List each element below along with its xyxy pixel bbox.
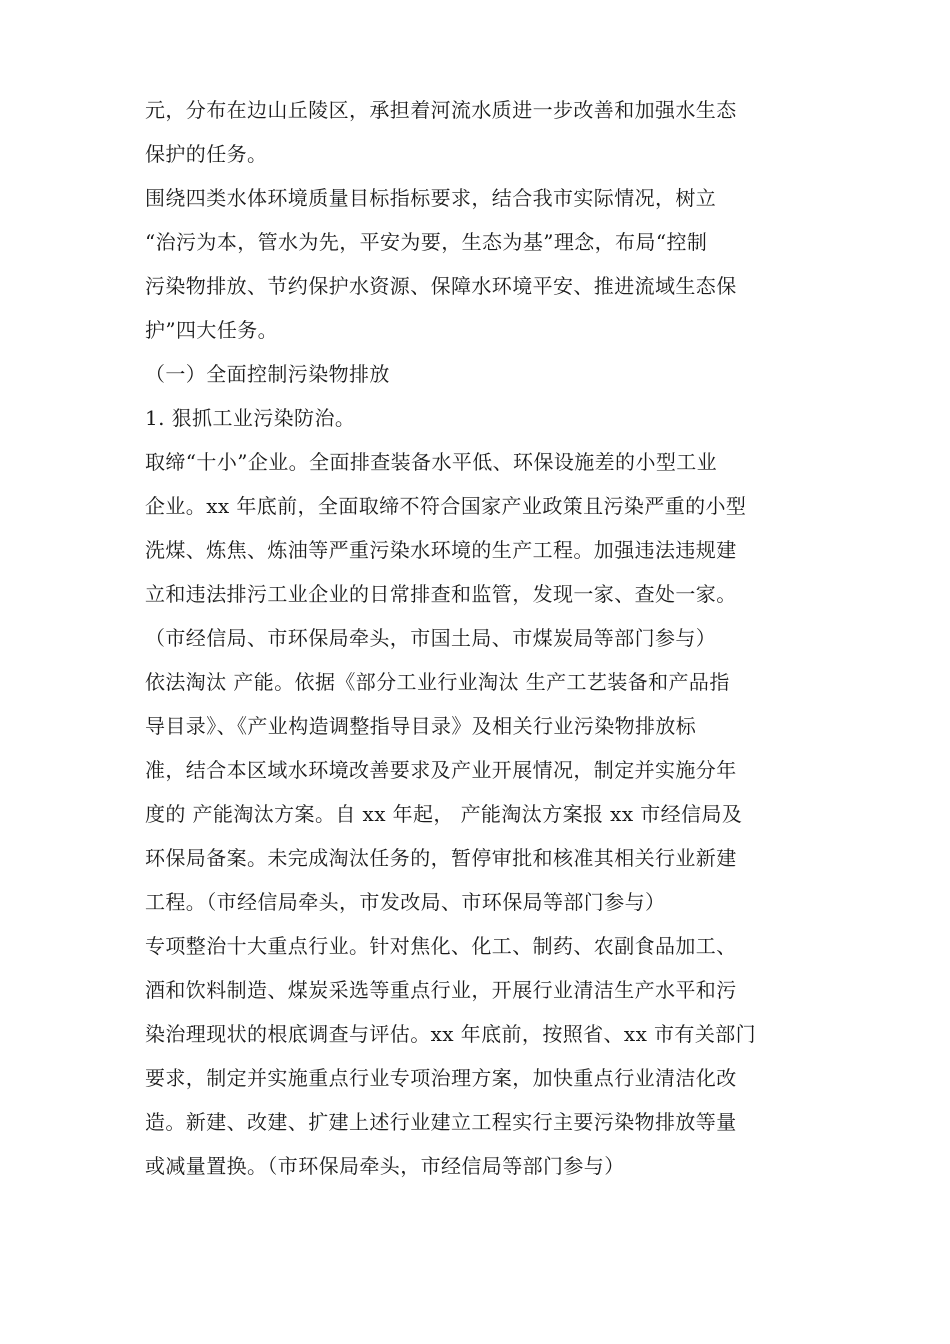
- text-line: 染治理现状的根底调查与评估。xx 年底前，按照省、xx 市有关部门: [145, 1022, 757, 1046]
- text-line: 度的 产能淘汰方案。自 xx 年起， 产能淘汰方案报 xx 市经信局及: [145, 802, 743, 826]
- text-line: （市经信局、市环保局牵头，市国土局、市煤炭局等部门参与）: [145, 626, 717, 650]
- subsection-heading: 1. 狠抓工业污染防治。: [145, 406, 356, 430]
- text-line: 专项整治十大重点行业。针对焦化、化工、制药、农副食品加工、: [145, 934, 737, 958]
- section-heading: （一）全面控制污染物排放: [145, 362, 390, 386]
- text-line: 立和违法排污工业企业的日常排查和监管，发现一家、查处一家。: [145, 582, 737, 606]
- text-line: 酒和饮料制造、煤炭采选等重点行业，开展行业清洁生产水平和污: [145, 978, 737, 1002]
- text-line: 企业。xx 年底前，全面取缔不符合国家产业政策且污染严重的小型: [145, 494, 747, 518]
- document-body: [145, 88, 805, 1188]
- text-line: 洗煤、炼焦、炼油等严重污染水环境的生产工程。加强违法违规建: [145, 538, 737, 562]
- text-line: 依法淘汰 产能。依据《部分工业行业淘汰 生产工艺装备和产品指: [145, 670, 730, 694]
- text-line: 保护的任务。: [145, 142, 268, 166]
- text-line: 取缔“十小”企业。全面排查装备水平低、环保设施差的小型工业: [145, 450, 718, 474]
- text-line: 工程。（市经信局牵头，市发改局、市环保局等部门参与）: [145, 890, 666, 914]
- text-line: 污染物排放、节约保护水资源、保障水环境平安、推进流域生态保: [145, 274, 737, 298]
- text-line: 要求，制定并实施重点行业专项治理方案，加快重点行业清洁化改: [145, 1066, 737, 1090]
- text-line: 或减量置换。（市环保局牵头，市经信局等部门参与）: [145, 1154, 625, 1178]
- text-line: 准，结合本区域水环境改善要求及产业开展情况，制定并实施分年: [145, 758, 737, 782]
- text-line: “治污为本，管水为先，平安为要，生态为基”理念，布局“控制: [145, 230, 708, 254]
- text-line: 导目录》、《产业构造调整指导目录》及相关行业污染物排放标: [145, 714, 697, 738]
- text-line: 造。新建、改建、扩建上述行业建立工程实行主要污染物排放等量: [145, 1110, 737, 1134]
- text-line: 围绕四类水体环境质量目标指标要求，结合我市实际情况，树立: [145, 186, 717, 210]
- text-line: 环保局备案。未完成淘汰任务的，暂停审批和核准其相关行业新建: [145, 846, 737, 870]
- text-line: 元，分布在边山丘陵区，承担着河流水质进一步改善和加强水生态: [145, 98, 737, 122]
- text-line: 护”四大任务。: [145, 318, 279, 342]
